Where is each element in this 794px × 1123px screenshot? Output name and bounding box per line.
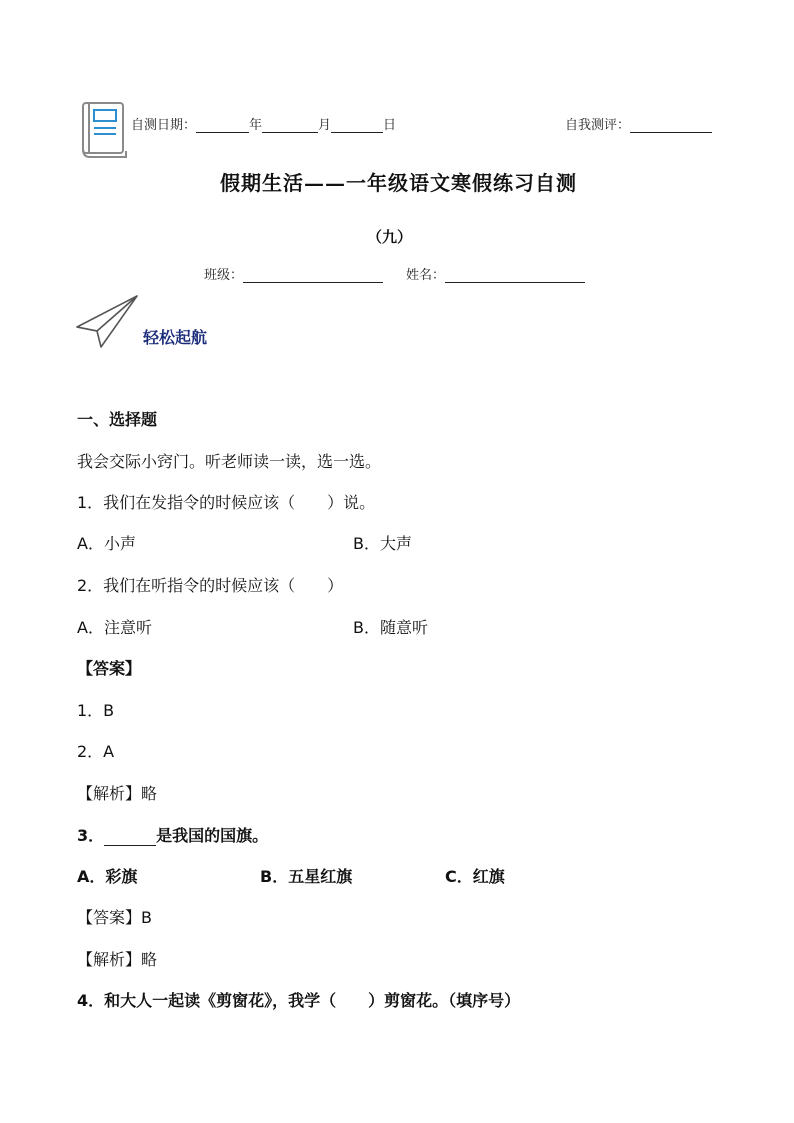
question-3-blank[interactable] xyxy=(104,830,156,846)
day-label: 日 xyxy=(383,118,397,133)
paper-plane-icon xyxy=(75,293,139,351)
section-heading: 一、选择题 xyxy=(77,410,158,429)
answer-1: 1．B xyxy=(77,701,115,720)
question-2-option-b[interactable]: B．随意听 xyxy=(353,618,428,637)
year-label: 年 xyxy=(249,118,263,133)
class-label: 班级： xyxy=(204,268,244,283)
analysis-3: 【解析】略 xyxy=(77,950,158,969)
question-3 xyxy=(77,826,268,846)
question-3-text: 是我国的国旗。 xyxy=(156,826,269,845)
question-1: 1．我们在发指令的时候应该（ ）说。 xyxy=(77,493,376,512)
name-label: 姓名： xyxy=(406,268,446,283)
section-banner: 轻松起航 xyxy=(143,328,208,347)
month-blank[interactable] xyxy=(262,119,318,133)
book-icon xyxy=(80,101,128,161)
year-blank[interactable] xyxy=(196,119,249,133)
self-eval-line xyxy=(565,114,712,133)
answer-label: 【答案】 xyxy=(77,659,142,678)
question-3-option-a[interactable]: A．彩旗 xyxy=(77,867,138,886)
self-eval-blank[interactable] xyxy=(630,119,712,133)
page-subtitle: （九） xyxy=(367,228,413,246)
question-3-option-c[interactable]: C．红旗 xyxy=(445,867,505,886)
class-blank[interactable] xyxy=(243,269,383,283)
answer-2: 2．A xyxy=(77,742,115,761)
date-label: 自测日期： xyxy=(131,118,197,133)
name-blank[interactable] xyxy=(445,269,585,283)
page-title: 假期生活——一年级语文寒假练习自测 xyxy=(220,171,577,195)
date-line xyxy=(131,114,396,133)
question-2-option-a[interactable]: A．注意听 xyxy=(77,618,152,637)
section-intro: 我会交际小窍门。听老师读一读，选一选。 xyxy=(77,452,382,471)
self-eval-label: 自我测评： xyxy=(565,118,631,133)
answer-3: 【答案】B xyxy=(77,908,152,927)
analysis-1: 【解析】略 xyxy=(77,784,158,803)
question-4: 4．和大人一起读《剪窗花》，我学（ ）剪窗花。（填序号） xyxy=(77,991,521,1010)
question-3-number: 3． xyxy=(77,826,105,845)
question-1-option-b[interactable]: B．大声 xyxy=(353,534,412,553)
class-field xyxy=(204,264,383,283)
question-2: 2．我们在听指令的时候应该（ ） xyxy=(77,576,344,595)
day-blank[interactable] xyxy=(331,119,383,133)
name-field xyxy=(406,264,585,283)
question-3-option-b[interactable]: B．五星红旗 xyxy=(260,867,353,886)
month-label: 月 xyxy=(318,118,332,133)
question-1-option-a[interactable]: A．小声 xyxy=(77,534,136,553)
